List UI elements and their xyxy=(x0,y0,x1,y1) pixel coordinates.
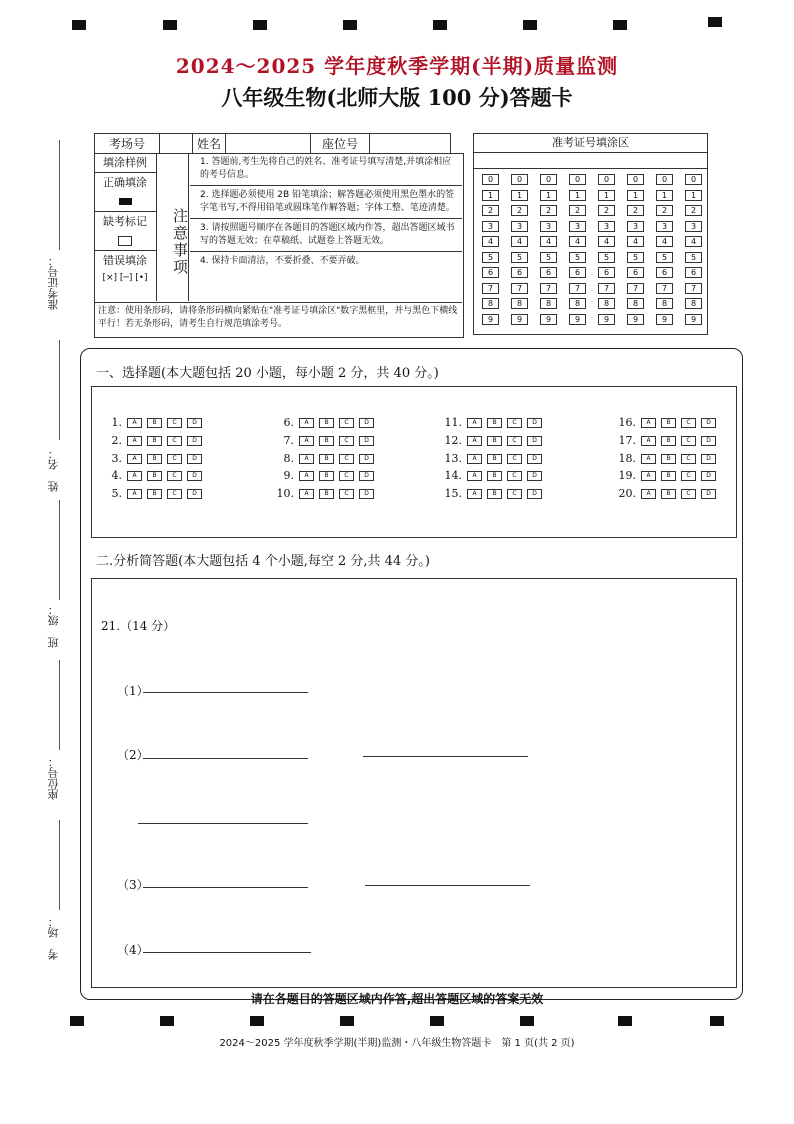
option-bubble[interactable]: C xyxy=(167,418,182,428)
option-bubble[interactable]: A xyxy=(641,471,656,481)
choice-question xyxy=(618,416,716,429)
exam-title: 2024～2025 学年度秋季学期(半期)质量监测 xyxy=(175,54,619,78)
option-bubble[interactable]: D xyxy=(527,489,542,499)
side-label-seat: 座位号： xyxy=(47,756,60,800)
option-bubble[interactable]: D xyxy=(187,418,202,428)
side-divider xyxy=(59,660,60,750)
ticket-digit-bubble[interactable]: 4 xyxy=(627,236,644,247)
ticket-digit-bubble[interactable]: 5 xyxy=(685,252,702,263)
ticket-digit-bubble[interactable]: 8 xyxy=(540,298,557,309)
option-bubble[interactable]: D xyxy=(187,436,202,446)
ticket-digit-bubble[interactable]: 2 xyxy=(627,205,644,216)
option-bubble[interactable]: D xyxy=(359,489,374,499)
question-number: 6. xyxy=(283,416,294,429)
option-bubble[interactable]: C xyxy=(507,489,522,499)
alignment-mark xyxy=(520,1016,534,1026)
side-label-room: 考 场： xyxy=(47,916,60,960)
alignment-mark xyxy=(430,1016,444,1026)
choice-question xyxy=(444,469,542,482)
ticket-digit-bubble[interactable]: 9 xyxy=(598,314,615,325)
question-number: 19. xyxy=(618,469,636,482)
option-bubble[interactable]: B xyxy=(661,454,676,464)
choice-question xyxy=(444,487,542,500)
ticket-digit-bubble[interactable]: 0 xyxy=(540,174,557,185)
alignment-mark xyxy=(523,20,537,30)
option-bubble[interactable]: C xyxy=(681,418,696,428)
option-bubble[interactable]: C xyxy=(167,489,182,499)
choice-question xyxy=(444,452,542,465)
question-number: 1. xyxy=(111,416,122,429)
ticket-digit-bubble[interactable]: 7 xyxy=(511,283,528,294)
option-bubble[interactable]: C xyxy=(681,436,696,446)
ticket-digit-bubble[interactable]: 5 xyxy=(627,252,644,263)
option-bubble[interactable]: D xyxy=(359,436,374,446)
ticket-digit-bubble[interactable]: 1 xyxy=(511,190,528,201)
answer-line[interactable] xyxy=(143,887,308,888)
answer-line[interactable] xyxy=(363,756,528,757)
option-bubble[interactable]: C xyxy=(339,471,354,481)
ticket-digit-bubble[interactable]: 2 xyxy=(685,205,702,216)
question-number: 17. xyxy=(618,434,636,447)
option-bubble[interactable]: B xyxy=(487,454,502,464)
option-bubble[interactable]: A xyxy=(641,418,656,428)
note-item: 2. 选择题必须使用 2B 铅笔填涂；解答题必须使用黑色墨水的签字笔书写,不得用铅笔或圆珠笔作解答题；字体工整、笔迹清楚。 xyxy=(190,186,462,219)
ticket-write-row[interactable] xyxy=(474,152,707,169)
wrong-samples: [×] [─] [•] xyxy=(102,273,148,283)
option-bubble[interactable]: C xyxy=(681,489,696,499)
ticket-digit-bubble[interactable]: 0 xyxy=(627,174,644,185)
ticket-digit-bubble[interactable]: 9 xyxy=(540,314,557,325)
side-divider xyxy=(59,340,60,440)
question-number: 16. xyxy=(618,416,636,429)
side-label-name: 姓 名： xyxy=(47,448,60,492)
part-1-label: （1） xyxy=(117,684,149,698)
option-bubble[interactable]: D xyxy=(359,454,374,464)
info-table xyxy=(94,133,451,154)
choice-question xyxy=(618,487,716,500)
ticket-digit-bubble[interactable]: 6 xyxy=(540,267,557,278)
ticket-digit-bubble[interactable]: 3 xyxy=(627,221,644,232)
option-bubble[interactable]: B xyxy=(147,471,162,481)
option-bubble[interactable]: D xyxy=(701,454,716,464)
option-bubble[interactable]: C xyxy=(339,489,354,499)
choice-question xyxy=(618,469,716,482)
question-number: 2. xyxy=(111,434,122,447)
ticket-digit-bubble[interactable]: 4 xyxy=(685,236,702,247)
ticket-digit-bubble[interactable]: 0 xyxy=(569,174,586,185)
ticket-number-zone xyxy=(473,133,708,335)
question-number: 20. xyxy=(618,487,636,500)
ticket-zone-title: 准考证号填涂区 xyxy=(474,134,707,153)
ticket-digit-bubble[interactable]: 8 xyxy=(656,298,673,309)
answer-line[interactable] xyxy=(143,758,308,759)
option-bubble[interactable]: A xyxy=(127,489,142,499)
option-bubble[interactable]: B xyxy=(661,436,676,446)
option-bubble[interactable]: B xyxy=(147,454,162,464)
question-number: 7. xyxy=(283,434,294,447)
ticket-digit-bubble[interactable]: 8 xyxy=(598,298,615,309)
ticket-digit-bubble[interactable]: 1 xyxy=(598,190,615,201)
exam-room-label: 考场号 xyxy=(95,134,160,154)
option-bubble[interactable]: B xyxy=(319,454,334,464)
card-subtitle: 八年级生物(北师大版 100 分)答题卡 xyxy=(221,85,573,110)
section2-title: 二.分析简答题(本大题包括 4 个小题,每空 2 分,共 44 分。) xyxy=(96,554,430,569)
option-bubble[interactable]: D xyxy=(527,418,542,428)
ticket-digit-bubble[interactable]: 3 xyxy=(482,221,499,232)
option-bubble[interactable]: A xyxy=(127,471,142,481)
option-bubble[interactable]: B xyxy=(147,489,162,499)
notes-list xyxy=(190,153,462,271)
question-number: 4. xyxy=(111,469,122,482)
answer-line[interactable] xyxy=(365,885,530,886)
ticket-digit-bubble[interactable]: 9 xyxy=(685,314,702,325)
absent-label: 缺考标记 xyxy=(103,215,147,228)
ticket-digit-bubble[interactable]: 3 xyxy=(569,221,586,232)
part-2-label: （2） xyxy=(117,748,149,762)
option-bubble[interactable]: C xyxy=(507,454,522,464)
alignment-mark xyxy=(433,20,447,30)
ticket-digit-bubble[interactable]: 5 xyxy=(482,252,499,263)
choice-question xyxy=(276,487,374,500)
question-number: 15. xyxy=(444,487,462,500)
ticket-digit-bubble[interactable]: 9 xyxy=(482,314,499,325)
option-bubble[interactable]: A xyxy=(127,418,142,428)
ticket-digit-bubble[interactable]: 2 xyxy=(656,205,673,216)
choice-question xyxy=(444,416,542,429)
option-bubble[interactable]: B xyxy=(661,489,676,499)
option-bubble[interactable]: D xyxy=(527,471,542,481)
choice-question xyxy=(104,469,202,482)
option-bubble[interactable]: D xyxy=(359,471,374,481)
ticket-digit-bubble[interactable]: 7 xyxy=(627,283,644,294)
option-bubble[interactable]: A xyxy=(467,471,482,481)
ticket-digit-bubble[interactable]: 2 xyxy=(540,205,557,216)
option-bubble[interactable]: A xyxy=(641,436,656,446)
option-bubble[interactable]: A xyxy=(299,471,314,481)
ticket-digit-bubble[interactable]: 7 xyxy=(482,283,499,294)
alignment-mark xyxy=(613,20,627,30)
ticket-digit-bubble[interactable]: 4 xyxy=(569,236,586,247)
question-number: 11. xyxy=(444,416,462,429)
alignment-mark xyxy=(618,1016,632,1026)
ticket-digit-bubble[interactable]: 9 xyxy=(656,314,673,325)
question-number: 18. xyxy=(618,452,636,465)
name-label: 姓名 xyxy=(193,134,226,154)
option-bubble[interactable]: C xyxy=(507,418,522,428)
option-bubble[interactable]: D xyxy=(701,436,716,446)
seat-label: 座位号 xyxy=(311,134,370,154)
seat-field[interactable] xyxy=(370,134,451,154)
option-bubble[interactable]: B xyxy=(147,436,162,446)
question-21-label: 21.（14 分） xyxy=(101,619,176,633)
ticket-digit-bubble[interactable]: 1 xyxy=(627,190,644,201)
option-bubble[interactable]: B xyxy=(147,418,162,428)
question-number: 9. xyxy=(283,469,294,482)
ticket-digit-bubble[interactable]: 6 xyxy=(598,267,615,278)
ticket-digit-bubble[interactable]: 9 xyxy=(511,314,528,325)
ticket-digit-bubble[interactable]: 3 xyxy=(540,221,557,232)
ticket-digit-bubble[interactable]: 0 xyxy=(598,174,615,185)
option-bubble[interactable]: B xyxy=(487,418,502,428)
question-number: 12. xyxy=(444,434,462,447)
option-bubble[interactable]: A xyxy=(127,436,142,446)
ticket-digit-bubble[interactable]: 4 xyxy=(482,236,499,247)
answer-area-warning: 请在各题目的答题区域内作答,超出答题区域的答案无效 xyxy=(250,992,544,1006)
ticket-digit-bubble[interactable]: 6 xyxy=(511,267,528,278)
ticket-digit-bubble[interactable]: 4 xyxy=(598,236,615,247)
ticket-digit-bubble[interactable]: 0 xyxy=(656,174,673,185)
option-bubble[interactable]: C xyxy=(507,436,522,446)
sample-label: 填涂样例 xyxy=(94,153,156,173)
option-bubble[interactable]: C xyxy=(167,471,182,481)
section1-title: 一、选择题(本大题包括 20 小题，每小题 2 分，共 40 分。) xyxy=(96,366,439,381)
option-bubble[interactable]: B xyxy=(487,471,502,481)
choice-question xyxy=(276,469,374,482)
choice-question xyxy=(276,434,374,447)
answer-line[interactable] xyxy=(143,692,308,693)
ticket-digit-bubble[interactable]: 8 xyxy=(627,298,644,309)
side-divider xyxy=(59,140,60,250)
option-bubble[interactable]: B xyxy=(487,489,502,499)
question-number: 3. xyxy=(111,452,122,465)
ticket-digit-bubble[interactable]: 7 xyxy=(656,283,673,294)
option-bubble[interactable]: A xyxy=(467,454,482,464)
question-number: 14. xyxy=(444,469,462,482)
page-footer: 2024～2025 学年度秋季学期(半期)监测・八年级生物答题卡 第 1 页(共 2 页) xyxy=(219,1038,575,1049)
alignment-mark xyxy=(710,1016,724,1026)
alignment-mark xyxy=(163,20,177,30)
option-bubble[interactable]: A xyxy=(127,454,142,464)
choice-question xyxy=(104,416,202,429)
option-bubble[interactable]: B xyxy=(661,471,676,481)
ticket-digit-bubble[interactable]: 2 xyxy=(569,205,586,216)
option-bubble[interactable]: A xyxy=(299,454,314,464)
side-label-class: 班 级： xyxy=(47,604,60,648)
option-bubble[interactable]: A xyxy=(641,454,656,464)
ticket-digit-bubble[interactable]: 5 xyxy=(511,252,528,263)
option-bubble[interactable]: B xyxy=(319,436,334,446)
note-item: 4. 保持卡面清洁，不要折叠、不要弄破。 xyxy=(200,256,365,266)
notice-title: 注意事项 xyxy=(157,153,189,301)
question-number: 10. xyxy=(276,487,294,500)
absent-checkbox[interactable] xyxy=(94,231,156,251)
option-bubble[interactable]: B xyxy=(319,471,334,481)
ticket-digit-bubble[interactable]: 4 xyxy=(511,236,528,247)
choice-question xyxy=(104,434,202,447)
option-bubble[interactable]: A xyxy=(299,489,314,499)
alignment-mark xyxy=(70,1016,84,1026)
option-bubble[interactable]: D xyxy=(187,489,202,499)
wrong-label: 错误填涂 xyxy=(103,254,147,267)
ticket-digit-bubble[interactable]: 7 xyxy=(685,283,702,294)
alignment-mark xyxy=(253,20,267,30)
ticket-digit-bubble[interactable]: 0 xyxy=(482,174,499,185)
option-bubble[interactable]: D xyxy=(187,471,202,481)
ticket-digit-bubble[interactable]: 6 xyxy=(685,267,702,278)
option-bubble[interactable]: D xyxy=(527,454,542,464)
ticket-digit-bubble[interactable]: 3 xyxy=(656,221,673,232)
ticket-digit-bubble[interactable]: 4 xyxy=(540,236,557,247)
ticket-digit-bubble[interactable]: 2 xyxy=(511,205,528,216)
option-bubble[interactable]: D xyxy=(187,454,202,464)
ticket-digit-bubble[interactable]: 6 xyxy=(569,267,586,278)
ticket-digit-bubble[interactable]: 6 xyxy=(482,267,499,278)
ticket-digit-bubble[interactable]: 1 xyxy=(685,190,702,201)
option-bubble[interactable]: C xyxy=(167,436,182,446)
option-bubble[interactable]: D xyxy=(701,489,716,499)
barcode-note: 注意：使用条形码，请将条形码横向紧贴在"准考证号填涂区"数字黑框里，并与黑色下横线平行！若无条形码，请考生自行规范填涂考号。 xyxy=(94,302,462,339)
ticket-digit-bubble[interactable]: 7 xyxy=(569,283,586,294)
correct-label: 正确填涂 xyxy=(103,176,147,189)
option-bubble[interactable]: C xyxy=(339,436,354,446)
ticket-digit-bubble[interactable]: 4 xyxy=(656,236,673,247)
option-bubble[interactable]: A xyxy=(467,489,482,499)
option-bubble[interactable]: A xyxy=(641,489,656,499)
side-divider xyxy=(59,500,60,600)
option-bubble[interactable]: A xyxy=(467,418,482,428)
option-bubble[interactable]: B xyxy=(319,418,334,428)
ticket-digit-bubble[interactable]: 7 xyxy=(540,283,557,294)
answer-line[interactable] xyxy=(138,823,308,824)
name-field[interactable] xyxy=(226,134,311,154)
choice-question xyxy=(444,434,542,447)
ticket-digit-bubble[interactable]: 7 xyxy=(598,283,615,294)
ticket-digit-bubble[interactable]: 5 xyxy=(569,252,586,263)
choice-question xyxy=(618,452,716,465)
choice-question xyxy=(276,416,374,429)
ticket-digit-bubble[interactable]: 9 xyxy=(569,314,586,325)
note-item: 1. 答题前,考生先将自己的姓名、准考证号填写清楚,并填涂相应的考号信息。 xyxy=(190,153,462,186)
sample-column xyxy=(94,153,157,301)
option-bubble[interactable]: C xyxy=(681,471,696,481)
option-bubble[interactable]: C xyxy=(507,471,522,481)
ticket-digit-bubble[interactable]: 8 xyxy=(685,298,702,309)
note-item: 3. 请按照题号顺序在各题目的答题区域内作答，超出答题区域书写的答题无效；在草稿纸、试题卷上答题无效。 xyxy=(190,219,462,252)
ticket-digit-bubble[interactable]: 1 xyxy=(540,190,557,201)
answer-line[interactable] xyxy=(143,952,311,953)
alignment-mark xyxy=(72,20,86,30)
side-label-ticket: 准考证号： xyxy=(47,255,60,310)
correct-sample xyxy=(94,192,156,212)
ticket-digit-bubble[interactable]: 1 xyxy=(482,190,499,201)
ticket-digit-bubble[interactable]: 5 xyxy=(598,252,615,263)
choice-question xyxy=(104,452,202,465)
ticket-digit-bubble[interactable]: 8 xyxy=(511,298,528,309)
option-bubble[interactable]: D xyxy=(359,418,374,428)
ticket-digit-bubble[interactable]: 6 xyxy=(627,267,644,278)
alignment-mark xyxy=(343,20,357,30)
exam-room-field[interactable] xyxy=(160,134,193,154)
option-bubble[interactable]: C xyxy=(339,418,354,428)
option-bubble[interactable]: D xyxy=(527,436,542,446)
ticket-digit-bubble[interactable]: 2 xyxy=(482,205,499,216)
ticket-digit-bubble[interactable]: 0 xyxy=(685,174,702,185)
ticket-digit-bubble[interactable]: 0 xyxy=(511,174,528,185)
option-bubble[interactable]: D xyxy=(701,418,716,428)
alignment-mark xyxy=(708,17,722,27)
analysis-box xyxy=(91,578,737,988)
part-4-label: （4） xyxy=(117,943,149,957)
ticket-digit-bubble[interactable]: 8 xyxy=(569,298,586,309)
option-bubble[interactable]: A xyxy=(299,436,314,446)
ticket-digit-bubble[interactable]: 3 xyxy=(598,221,615,232)
option-bubble[interactable]: B xyxy=(661,418,676,428)
side-divider xyxy=(59,820,60,910)
option-bubble[interactable]: D xyxy=(701,471,716,481)
ticket-digit-bubble[interactable]: 2 xyxy=(598,205,615,216)
ticket-digit-bubble[interactable]: 1 xyxy=(569,190,586,201)
option-bubble[interactable]: B xyxy=(319,489,334,499)
question-number: 13. xyxy=(444,452,462,465)
ticket-digit-bubble[interactable]: 3 xyxy=(511,221,528,232)
option-bubble[interactable]: B xyxy=(487,436,502,446)
ticket-digit-bubble[interactable]: 5 xyxy=(656,252,673,263)
question-number: 8. xyxy=(283,452,294,465)
alignment-mark xyxy=(160,1016,174,1026)
ticket-digit-bubble[interactable]: 3 xyxy=(685,221,702,232)
ticket-digit-bubble[interactable]: 1 xyxy=(656,190,673,201)
choice-question xyxy=(618,434,716,447)
choice-question xyxy=(104,487,202,500)
option-bubble[interactable]: C xyxy=(339,454,354,464)
ticket-digit-bubble[interactable]: 5 xyxy=(540,252,557,263)
choice-question xyxy=(276,452,374,465)
option-bubble[interactable]: A xyxy=(299,418,314,428)
ticket-digit-bubble[interactable]: 6 xyxy=(656,267,673,278)
part-3-label: （3） xyxy=(117,878,149,892)
alignment-mark xyxy=(340,1016,354,1026)
ticket-digit-bubble[interactable]: 8 xyxy=(482,298,499,309)
option-bubble[interactable]: C xyxy=(167,454,182,464)
option-bubble[interactable]: A xyxy=(467,436,482,446)
ticket-digit-bubble[interactable]: 9 xyxy=(627,314,644,325)
question-number: 5. xyxy=(111,487,122,500)
alignment-mark xyxy=(250,1016,264,1026)
option-bubble[interactable]: C xyxy=(681,454,696,464)
